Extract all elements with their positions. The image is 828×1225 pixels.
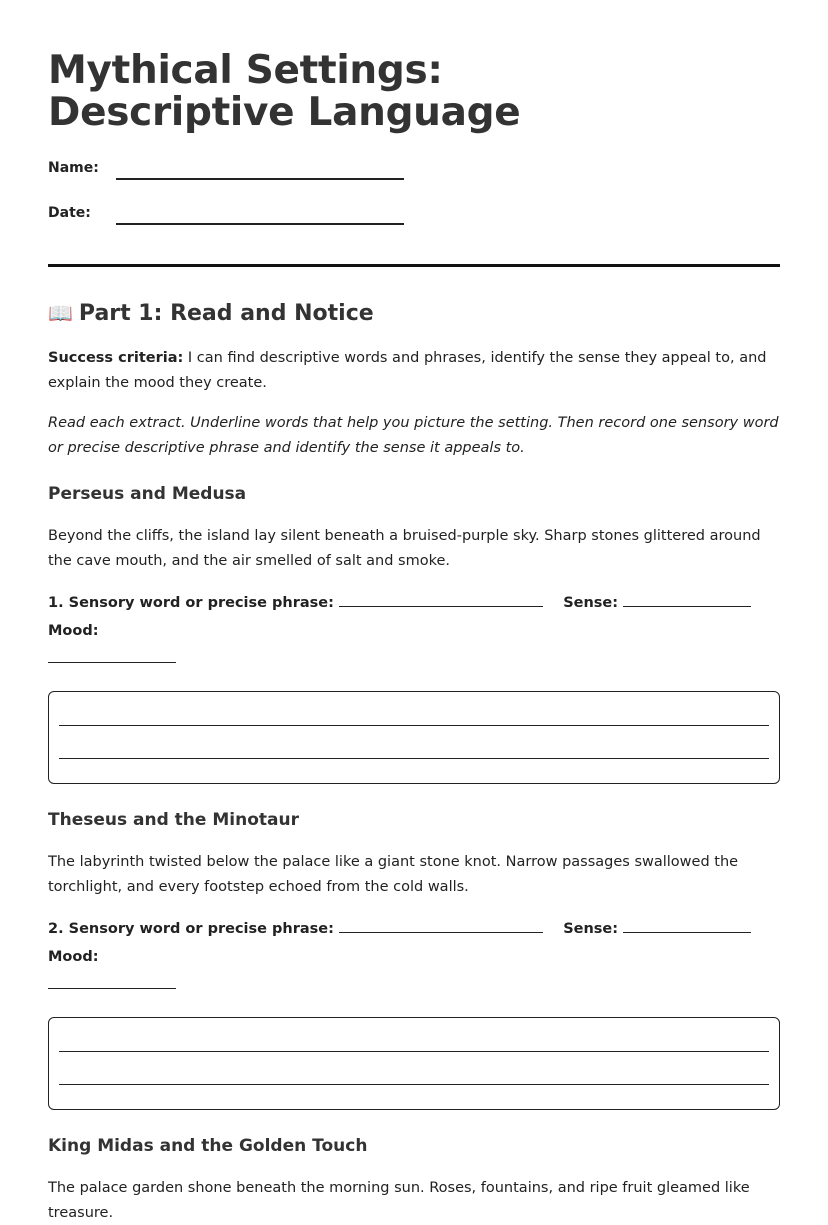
answer-line xyxy=(59,758,769,759)
phrase-blank[interactable] xyxy=(339,918,543,933)
sense-blank[interactable] xyxy=(623,592,751,607)
mood-label: Mood: xyxy=(48,623,99,639)
phrase-blank[interactable] xyxy=(339,592,543,607)
name-label: Name: xyxy=(48,160,99,176)
extract-title: Theseus and the Minotaur xyxy=(48,810,299,830)
part1-heading xyxy=(48,301,780,326)
extract-title: King Midas and the Golden Touch xyxy=(48,1136,368,1156)
date-line[interactable] xyxy=(116,223,404,225)
question-line xyxy=(48,915,780,999)
answer-line xyxy=(59,725,769,726)
instructions: Read each extract. Underline words that help you picture the setting. Then record one sensory word or precise descriptive phrase and identify the sense it appeals to. xyxy=(48,415,779,456)
extract-title: Perseus and Medusa xyxy=(48,484,247,504)
sense-label: Sense: xyxy=(563,595,619,611)
answer-line xyxy=(59,1051,769,1052)
date-label: Date: xyxy=(48,205,91,221)
criteria-text: I can find descriptive words and phrases, identify the sense they appeal to, and explain the mood they create. xyxy=(48,350,767,391)
mood-label: Mood: xyxy=(48,949,99,965)
answer-line xyxy=(59,1084,769,1085)
date-field[interactable] xyxy=(48,203,780,248)
sense-blank[interactable] xyxy=(623,918,751,933)
phrase-label: 1. Sensory word or precise phrase: xyxy=(48,595,334,611)
extract-text: The labyrinth twisted below the palace like a giant stone knot. Narrow passages swallowed the torchlight, and every footstep echoed from the cold walls. xyxy=(48,854,739,895)
extract-text: The palace garden shone beneath the morning sun. Roses, fountains, and ripe fruit gleamed like treasure. xyxy=(48,1180,750,1221)
book-icon: 📖 xyxy=(48,301,73,325)
mood-blank[interactable] xyxy=(48,648,176,663)
mood-blank[interactable] xyxy=(48,974,176,989)
criteria-label: Success criteria: xyxy=(48,350,184,366)
name-line[interactable] xyxy=(116,178,404,180)
question-line xyxy=(48,589,780,673)
phrase-label: 2. Sensory word or precise phrase: xyxy=(48,921,334,937)
success-criteria xyxy=(48,346,780,395)
extract-text: Beyond the cliffs, the island lay silent beneath a bruised-purple sky. Sharp stones glittered around the cave mouth, and the air smelled of salt and smoke. xyxy=(48,528,761,569)
answer-box[interactable] xyxy=(48,691,780,784)
answer-box[interactable] xyxy=(48,1017,780,1110)
name-field[interactable] xyxy=(48,158,780,203)
sense-label: Sense: xyxy=(563,921,619,937)
page-title: Mythical Settings: Descriptive Language xyxy=(48,48,521,135)
part1-heading-text: Part 1: Read and Notice xyxy=(78,301,374,326)
